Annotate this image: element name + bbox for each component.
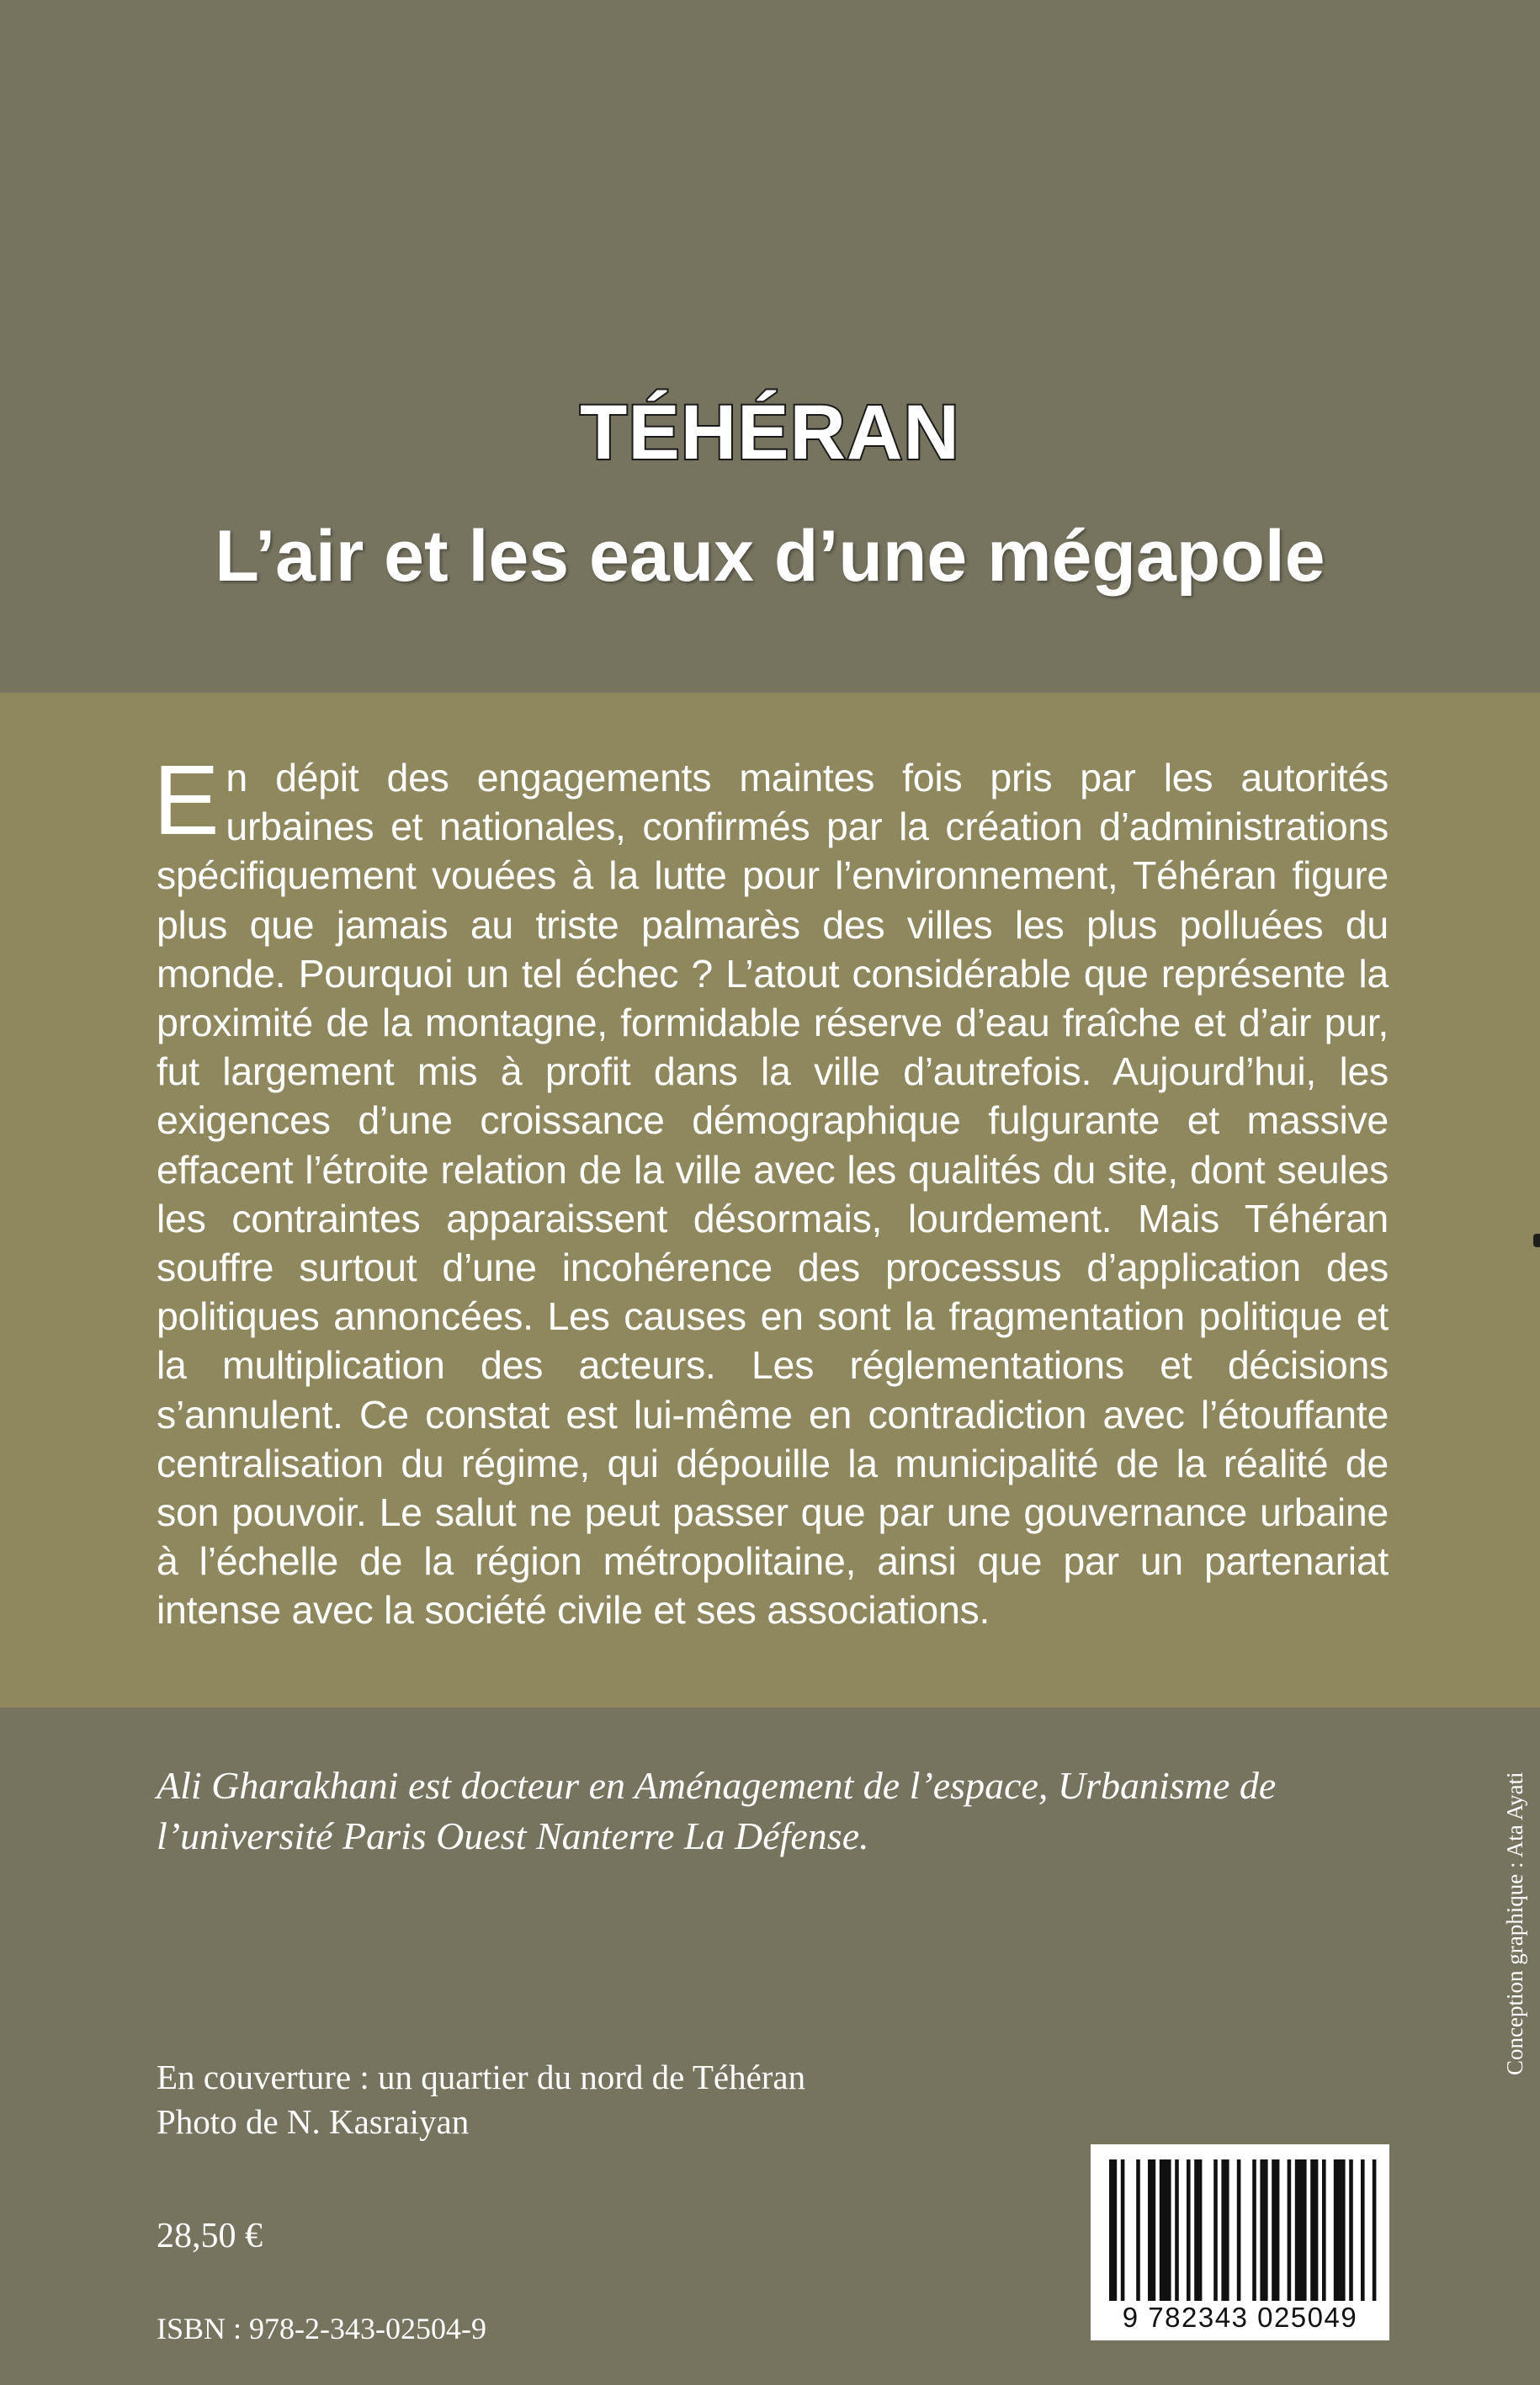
cover-credit	[157, 2055, 805, 2144]
barcode-bar	[1109, 2159, 1117, 2301]
barcode-bar	[1175, 2159, 1179, 2301]
barcode-bar	[1187, 2159, 1191, 2301]
barcode-bar	[1221, 2159, 1229, 2301]
barcode-bar	[1252, 2159, 1256, 2301]
description-text: n dépit des engagements maintes fois pris par les autorités urbaines et nationales, confirmés par la création d’administrations spécifiquement vouées à la lutte pour l’environnement, Téhéran figure plus que jamais au triste palmarès des villes les plus polluées du monde. Pourquoi un tel échec ? L’atout considérable que représente la proximité de la montagne, formidable réserve d’eau fraîche et d’air pur, fut largement mis à profit dans la ville d’autrefois. Aujourd’hui, les exigences d’une croissance démographique fulgurante et massive effacent l’étroite relation de la ville avec les qualités du site, dont seules les contraintes apparaissent désormais, lourdement. Mais Téhéran souffre surtout d’une incohérence des processus d’application des politiques annoncées. Les causes en sont la fragmentation politique et la multiplication des acteurs. Les réglementations et décisions s’annulent. Ce constat est lui-même en contradiction avec l’étouffante centralisation du régime, qui dépouille la municipalité de la réalité de son pouvoir. Le salut ne peut passer que par une gouvernance urbaine à l’échelle de la région métropolitaine, ainsi que par un partenariat intense avec la société civile et ses associations.	[157, 756, 1389, 1633]
barcode-bar	[1349, 2159, 1353, 2301]
edge-mark	[1533, 1234, 1540, 1247]
photo-credit-line: Photo de N. Kasraiyan	[157, 2102, 470, 2141]
barcode-bar	[1213, 2159, 1218, 2301]
barcode-bars	[1091, 2144, 1389, 2304]
barcode-bar	[1194, 2159, 1202, 2301]
barcode-digits: 9 782343 025049	[1122, 2302, 1358, 2333]
barcode-bar	[1160, 2159, 1171, 2301]
barcode-bar	[1322, 2159, 1326, 2301]
design-credit: Conception graphique : Ata Ayati	[1502, 1771, 1527, 2075]
book-title: TÉHÉRAN	[580, 390, 960, 475]
barcode-bar	[1272, 2159, 1279, 2301]
barcode-bar	[1237, 2159, 1241, 2301]
cover-credit-line: En couverture : un quartier du nord de Téhéran	[157, 2058, 806, 2096]
barcode-bar	[1361, 2159, 1365, 2301]
price: 28,50 €	[157, 2217, 263, 2255]
book-description	[153, 745, 1389, 1635]
barcode-bar	[1260, 2159, 1267, 2301]
barcode-bar	[1288, 2159, 1292, 2301]
barcode	[1091, 2144, 1389, 2340]
book-subtitle: L’air et les eaux d’une mégapole	[215, 516, 1325, 597]
barcode-bar	[1121, 2159, 1125, 2301]
barcode-bar	[1373, 2159, 1377, 2301]
barcode-bar	[1148, 2159, 1155, 2301]
barcode-bar	[1295, 2159, 1307, 2301]
isbn: ISBN : 978-2-343-02504-9	[157, 2312, 486, 2345]
barcode-bar	[1136, 2159, 1140, 2301]
barcode-bar	[1310, 2159, 1318, 2301]
author-bio: Ali Gharakhani est docteur en Aménagement de l’espace, Urbanisme de l’université Paris Ouest Nanterre La Défense.	[157, 1764, 1277, 1857]
drop-cap: E	[153, 745, 220, 856]
barcode-bar	[1334, 2159, 1346, 2301]
